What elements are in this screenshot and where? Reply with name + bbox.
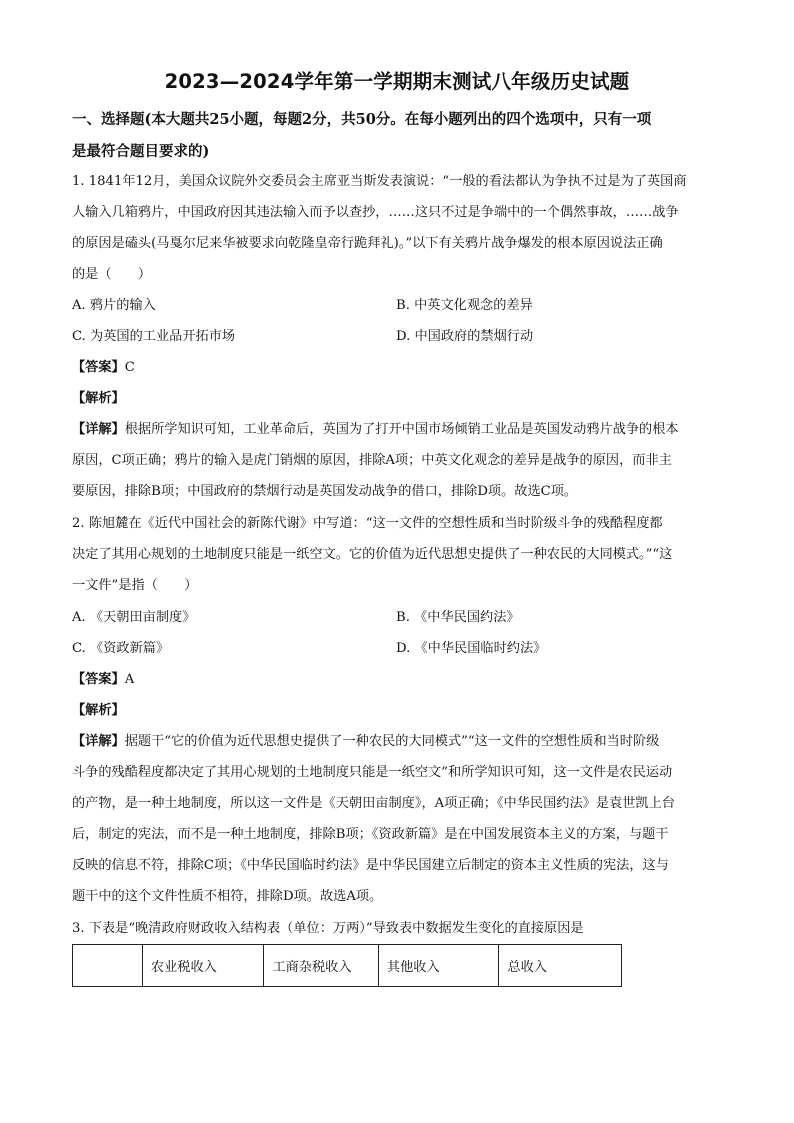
revenue-table xyxy=(72,944,622,987)
option-c: C. 《资政新篇》 xyxy=(72,641,170,656)
table-header-row xyxy=(73,945,622,987)
question-1-stem: 1. 1841年12月，美国众议院外交委员会主席亚当斯发表演说：“一般的看法都认为争执不过是为了英国商 人输入几箱鸦片，中国政府因其违法输入而予以查抄，……这只不过是争端中的一个偶然事故，……战争 的原因是磕头(马戛尔尼来华被要求向乾隆皇帝行跪拜礼)。”以下有关鸦片战争爆发的根本原因说法正确 的是（ ） xyxy=(72,174,687,282)
question-3-stem: 3. 下表是“晚清政府财政收入结构表（单位：万两）”导致表中数据发生变化的直接原因是 xyxy=(72,921,584,936)
question-2-analysis-label: 【解析】 xyxy=(72,703,125,718)
question-2-answer: 【答案】A xyxy=(72,672,135,687)
question-2-stem: 2. 陈旭麓在《近代中国社会的新陈代谢》中写道：“这一文件的空想性质和当时阶级斗争的残酷程度都 决定了其用心规划的土地制度只能是一纸空文。它的价值为近代思想史提供了一种农民的大同模式。”“这 一文件”是指（ ） xyxy=(72,516,673,593)
option-b: B. 《中华民国约法》 xyxy=(396,610,520,625)
question-1-detail: 【详解】根据所学知识可知，工业革命后，英国为了打开中国市场倾销工业品是英国发动鸦片战争的根本 原因，C项正确；鸦片的输入是虎门销烟的原因，排除A项；中英文化观念的差异是战争的原因，而非主 要原因，排除B项；中国政府的禁烟行动是英国发动战争的借口，排除D项。故选C项。 xyxy=(72,422,679,499)
question-1-answer: 【答案】C xyxy=(72,360,135,375)
question-1-options-row-2 xyxy=(72,321,722,352)
table-header-cell: 农业税收入 xyxy=(142,945,264,987)
question-1-options-row-1 xyxy=(72,290,722,321)
option-b: B. 中英文化观念的差异 xyxy=(396,298,533,313)
question-2-detail: 【详解】据题干“它的价值为近代思想史提供了一种农民的大同模式”“这一文件的空想性质和当时阶级 斗争的残酷程度都决定了其用心规划的土地制度只能是一纸空文”和所学知识可知，这一文件是农民运动 的产物，是一种土地制度，所以这一文件是《天朝田亩制度》，A项正确；《中华民国约法》是袁世凯上台 后，制定的宪法，而不是一种土地制度，排除B项；《资政新篇》是在中国发展资本主义的方案，与题干 反映的信息不符，排除C项；《中华民国临时约法》是中华民国建立后制定的资本主义性质的宪法，这与 题干中的这个文件性质不相符，排除D项。故选A项。 xyxy=(72,734,675,904)
question-1-analysis-label: 【解析】 xyxy=(72,391,125,406)
page-title: 2023—2024学年第一学期期末测试八年级历史试题 xyxy=(164,70,630,93)
table-header-cell: 其他收入 xyxy=(378,945,499,987)
option-d: D. 《中华民国临时约法》 xyxy=(396,641,547,656)
option-c: C. 为英国的工业品开拓市场 xyxy=(72,329,236,344)
question-2-options-row-1 xyxy=(72,602,722,633)
section-heading: 一、选择题(本大题共25小题，每题2分，共50分。在每小题列出的四个选项中，只有一项 是最符合题目要求的) xyxy=(72,111,652,160)
option-a: A. 《天朝田亩制度》 xyxy=(72,610,196,625)
table-header-cell: 工商杂税收入 xyxy=(264,945,378,987)
option-a: A. 鸦片的输入 xyxy=(72,298,156,313)
option-d: D. 中国政府的禁烟行动 xyxy=(396,329,534,344)
question-2-options-row-2 xyxy=(72,633,722,664)
table-header-cell xyxy=(73,945,143,987)
table-header-cell: 总收入 xyxy=(499,945,622,987)
